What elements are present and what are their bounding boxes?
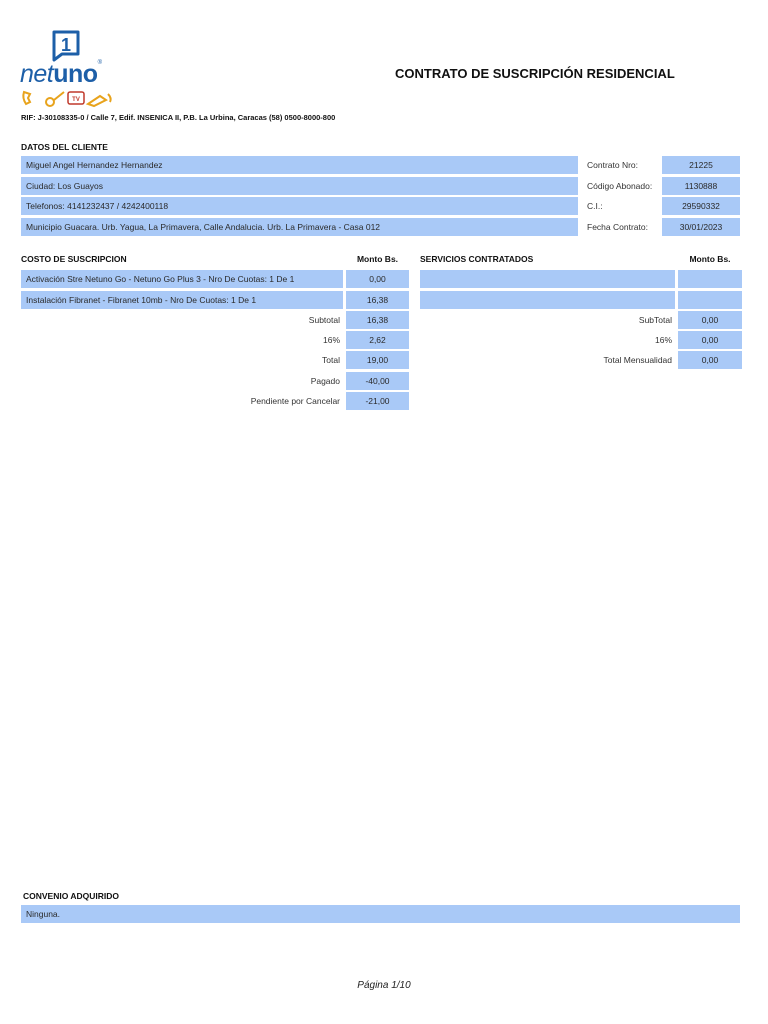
brand-wordmark: netuno® — [20, 60, 102, 88]
cost-tax-label: 16% — [322, 335, 340, 345]
contracted-services-label: SERVICIOS CONTRATADOS — [420, 254, 534, 264]
cable-icon — [46, 92, 64, 106]
id-number-label: C.I.: — [587, 201, 603, 211]
subscriber-code-label: Código Abonado: — [587, 181, 653, 191]
client-section-label: DATOS DEL CLIENTE — [21, 142, 108, 152]
contract-number-value: 21225 — [662, 156, 740, 174]
logo-badge-number: 1 — [60, 35, 72, 55]
cost-item-amount: 0,00 — [346, 270, 409, 288]
cost-tax-value: 2,62 — [346, 331, 409, 349]
contract-date-value: 30/01/2023 — [662, 218, 740, 236]
number-one-badge-icon — [48, 28, 82, 62]
service-row-desc — [420, 291, 675, 309]
client-phones: Telefonos: 4141232437 / 4242400118 — [21, 197, 578, 215]
cost-item-desc: Activación Stre Netuno Go - Netuno Go Plus 3 - Nro De Cuotas: 1 De 1 — [21, 270, 343, 288]
service-row-desc — [420, 270, 675, 288]
monthly-total-label: Total Mensualidad — [603, 355, 672, 365]
subscription-amount-header: Monto Bs. — [356, 254, 399, 264]
brand-uno: uno — [53, 60, 98, 88]
agreement-value: Ninguna. — [21, 905, 740, 923]
cost-pending-label: Pendiente por Cancelar — [250, 396, 340, 406]
cost-subtotal-label: Subtotal — [308, 315, 340, 325]
agreement-label: CONVENIO ADQUIRIDO — [23, 891, 120, 901]
services-tax-value: 0,00 — [678, 331, 742, 349]
services-subtotal-value: 0,00 — [678, 311, 742, 329]
contract-date-label: Fecha Contrato: — [587, 222, 648, 232]
services-amount-header: Monto Bs. — [689, 254, 731, 264]
cost-total-value: 19,00 — [346, 351, 409, 369]
netuno-logo — [20, 26, 120, 110]
cost-subtotal-value: 16,38 — [346, 311, 409, 329]
client-city: Ciudad: Los Guayos — [21, 177, 578, 195]
contract-number-label: Contrato Nro: — [587, 160, 639, 170]
cost-pending-value: -21,00 — [346, 392, 409, 410]
company-info: RIF: J-30108335-0 / Calle 7, Edif. INSENICA II, P.B. La Urbina, Caracas (58) 0500-8000-800 — [21, 113, 336, 122]
cost-item-amount: 16,38 — [346, 291, 409, 309]
tv-icon-label: TV — [72, 97, 80, 103]
phone-icon — [23, 92, 30, 104]
client-address: Municipio Guacara. Urb. Yagua, La Primavera, Calle Andalucia. Urb. La Primavera - Casa 012 — [21, 218, 578, 236]
service-icons — [20, 88, 116, 110]
services-tax-label: 16% — [654, 335, 672, 345]
client-name: Miguel Angel Hernandez Hernandez — [21, 156, 578, 174]
internet-icon — [88, 94, 111, 106]
cost-total-label: Total — [322, 355, 340, 365]
cost-paid-value: -40,00 — [346, 372, 409, 390]
brand-net: net — [20, 60, 54, 88]
services-subtotal-label: SubTotal — [638, 315, 672, 325]
page-number: Página 1/10 — [357, 980, 411, 991]
monthly-total-value: 0,00 — [678, 351, 742, 369]
id-number-value: 29590332 — [662, 197, 740, 215]
tv-icon — [68, 92, 84, 104]
service-row-amount — [678, 291, 742, 309]
document-title: CONTRATO DE SUSCRIPCIÓN RESIDENCIAL — [395, 66, 675, 81]
service-row-amount — [678, 270, 742, 288]
subscriber-code-value: 1130888 — [662, 177, 740, 195]
cost-item-desc: Instalación Fibranet - Fibranet 10mb - Nro De Cuotas: 1 De 1 — [21, 291, 343, 309]
subscription-cost-label: COSTO DE SUSCRIPCION — [21, 254, 127, 264]
cost-paid-label: Pagado — [310, 376, 340, 386]
